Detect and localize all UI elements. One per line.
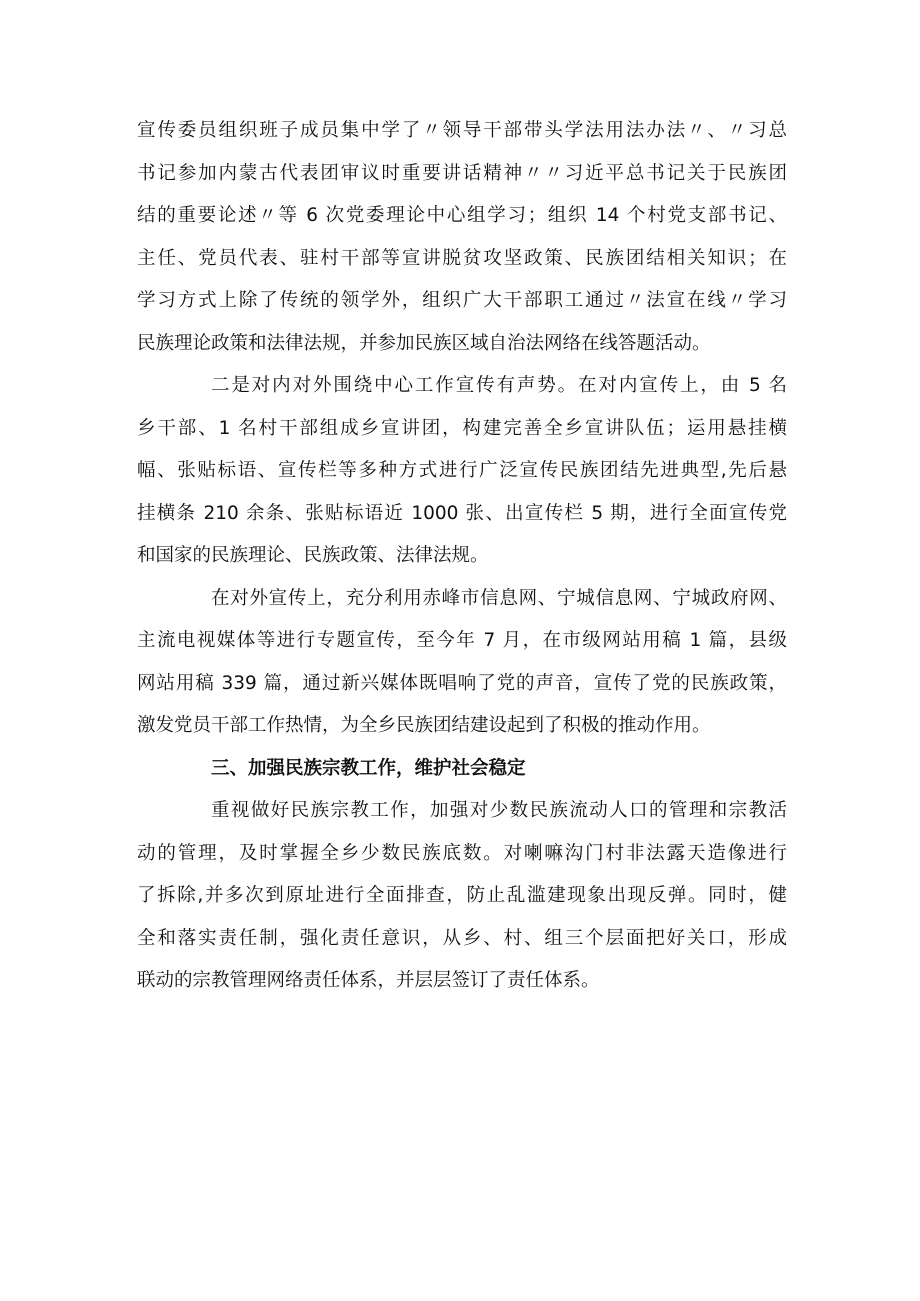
text-line: 在对外宣传上，充分利用赤峰市信息网、宁城信息网、宁城政府网、 [211, 587, 787, 609]
document-body [137, 110, 787, 1003]
text-line: 乡干部、1 名村干部组成乡宣讲团，构建完善全乡宣讲队伍；运用悬挂横 [137, 417, 787, 439]
paragraph-external-publicity [137, 578, 787, 748]
text-line: 激发党员干部工作热情，为全乡民族团结建设起到了积极的推动作用。 [137, 715, 711, 736]
text-line: 二是对内对外围绕中心工作宣传有声势。在对内宣传上，由 5 名 [211, 375, 787, 396]
text-line: 宣传委员组织班子成员集中学了〃领导干部带头学法用法办法〃、〃习总 [137, 120, 787, 141]
text-line: 挂横条 210 余条、张贴标语近 1000 张、出宣传栏 5 期，进行全面宣传党 [137, 502, 787, 524]
paragraph-internal-publicity [137, 365, 787, 578]
paragraph-religion [137, 790, 787, 1003]
section-heading [137, 748, 787, 791]
text-line: 重视做好民族宗教工作，加强对少数民族流动人口的管理和宗教活 [211, 800, 787, 821]
text-line: 学习方式上除了传统的领学外，组织广大干部职工通过〃法宣在线〃学习 [137, 290, 787, 311]
text-line: 主任、党员代表、驻村干部等宣讲脱贫攻坚政策、民族团结相关知识；在 [137, 247, 787, 269]
section-heading-text: 三、加强民族宗教工作，维护社会稳定 [211, 757, 526, 779]
text-line: 和国家的民族理论、民族政策、法律法规。 [137, 545, 489, 566]
paragraph-study [137, 110, 787, 365]
text-line: 了拆除,并多次到原址进行全面排查，防止乱滥建现象出现反弹。同时，健 [137, 885, 787, 906]
text-line: 动的管理，及时掌握全乡少数民族底数。对喇嘛沟门村非法露天造像进行 [137, 842, 787, 864]
text-line: 幅、张贴标语、宣传栏等多种方式进行广泛宣传民族团结先进典型,先后悬 [137, 460, 787, 481]
text-line: 联动的宗教管理网络责任体系，并层层签订了责任体系。 [137, 970, 600, 991]
text-line: 全和落实责任制，强化责任意识，从乡、村、组三个层面把好关口，形成 [137, 927, 787, 949]
text-line: 网站用稿 339 篇，通过新兴媒体既唱响了党的声音，宣传了党的民族政策， [137, 672, 787, 694]
text-line: 结的重要论述〃等 6 次党委理论中心组学习；组织 14 个村党支部书记、 [137, 205, 787, 226]
text-line: 民族理论政策和法律法规，并参加民族区域自治法网络在线答题活动。 [137, 332, 711, 354]
text-line: 书记参加内蒙古代表团审议时重要讲话精神〃〃习近平总书记关于民族团 [137, 162, 787, 184]
text-line: 主流电视媒体等进行专题宣传，至今年 7 月，在市级网站用稿 1 篇，县级 [137, 630, 787, 651]
